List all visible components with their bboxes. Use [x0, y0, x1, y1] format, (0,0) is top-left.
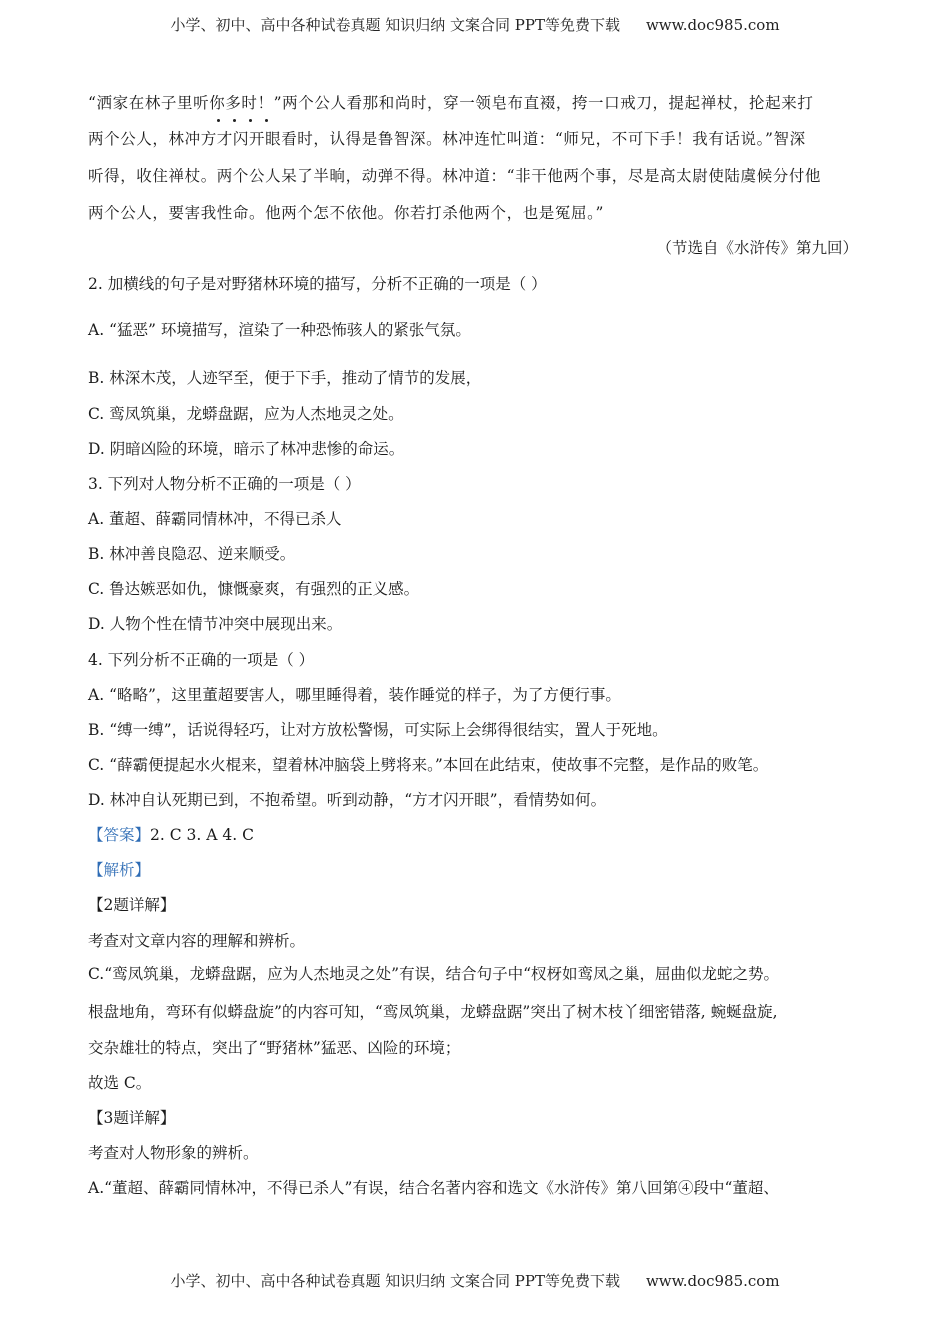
header-text: 小学、初中、高中各种试卷真题 知识归纳 文案合同 PPT等免费下载 [170, 16, 620, 34]
question-4-option-a: A. “略略”，这里董超要害人，哪里睡得着，装作睡觉的样子，为了方便行事。 [88, 686, 621, 704]
answer-line [88, 823, 254, 845]
detail-2-title: 【2题详解】 [88, 896, 176, 914]
detail-2-conclusion: 故选 C。 [88, 1074, 152, 1092]
footer-url[interactable]: www.doc985.com [645, 1272, 780, 1290]
question-2-option-a: A. “猛恶” 环境描写，渲染了一种恐怖骇人的紧张气氛。 [88, 321, 471, 339]
question-2-option-c: C. 鸾凤筑巢，龙蟒盘踞，应为人杰地灵之处。 [88, 405, 404, 423]
question-4-stem: 4. 下列分析不正确的一项是（ ） [88, 651, 315, 669]
question-4-option-b: B. “缚一缚”，话说得轻巧，让对方放松警惕，可实际上会绑得很结实，置人于死地。 [88, 721, 668, 739]
question-4-option-c: C. “薛霸便提起水火棍来，望着林冲脑袋上劈将来。”本回在此结束，使故事不完整，是作品的败笔。 [88, 756, 769, 774]
emphasis-dots [217, 119, 277, 123]
passage-line: 两个公人，林冲方才闪开眼看时，认得是鲁智深。林冲连忙叫道：“师兄，不可下手！我有话说。”智深 [88, 130, 806, 148]
footer-text: 小学、初中、高中各种试卷真题 知识归纳 文案合同 PPT等免费下载 [170, 1272, 620, 1290]
question-2-option-b: B. 林深木茂，人迹罕至，便于下手，推动了情节的发展， [88, 369, 482, 387]
question-3-option-b: B. 林冲善良隐忍、逆来顺受。 [88, 545, 296, 563]
detail-2-line: C.“鸾凤筑巢，龙蟒盘踞，应为人杰地灵之处”有误，结合句子中“杈枒如鸾凤之巢，屈曲似龙蛇之势。 [88, 965, 780, 983]
passage-line: 两个公人，要害我性命。他两个怎不依他。你若打杀他两个，也是冤屈。” [88, 204, 604, 222]
detail-3-line: A.“董超、薛霸同情林冲，不得已杀人”有误，结合名著内容和选文《水浒传》第八回第④段中“董超、 [88, 1179, 779, 1197]
passage-line: 听得，收住禅杖。两个公人呆了半晌，动弹不得。林冲道：“非干他两个事，尽是高太尉使陆虞候分付他 [88, 167, 822, 185]
question-3-stem: 3. 下列对人物分析不正确的一项是（ ） [88, 475, 361, 493]
question-2-option-d: D. 阴暗凶险的环境，暗示了林冲悲惨的命运。 [88, 440, 405, 458]
analysis-label: 【解析】 [88, 861, 151, 879]
question-3-option-d: D. 人物个性在情节冲突中展现出来。 [88, 615, 343, 633]
page-header [0, 14, 950, 35]
passage-source: （节选自《水浒传》第九回） [656, 239, 858, 257]
question-3-option-a: A. 董超、薛霸同情林冲，不得已杀人 [88, 510, 342, 528]
passage-line: “洒家在林子里听你多时！”两个公人看那和尚时，穿一领皂布直裰，挎一口戒刀，提起禅杖，抡起来打 [88, 94, 814, 112]
header-url[interactable]: www.doc985.com [645, 16, 780, 34]
question-4-option-d: D. 林冲自认死期已到，不抱希望。听到动静，“方才闪开眼”，看情势如何。 [88, 791, 607, 809]
question-3-option-c: C. 鲁达嫉恶如仇，慷慨豪爽，有强烈的正义感。 [88, 580, 420, 598]
detail-3-title: 【3题详解】 [88, 1109, 176, 1127]
detail-2-line: 考查对文章内容的理解和辨析。 [88, 932, 306, 950]
page-footer [0, 1270, 950, 1291]
answer-value: 2. C 3. A 4. C [150, 826, 254, 844]
detail-2-line: 根盘地角，弯环有似蟒盘旋”的内容可知，“鸾凤筑巢，龙蟒盘踞”突出了树木枝丫细密错落, 蜿蜒盘旋, [88, 1003, 778, 1021]
question-2-stem: 2. 加横线的句子是对野猪林环境的描写，分析不正确的一项是（ ） [88, 275, 547, 293]
detail-3-line: 考查对人物形象的辨析。 [88, 1144, 259, 1162]
answer-label: 【答案】 [88, 826, 151, 844]
detail-2-line: 交杂雄壮的特点，突出了“野猪林”猛恶、凶险的环境； [88, 1039, 461, 1057]
